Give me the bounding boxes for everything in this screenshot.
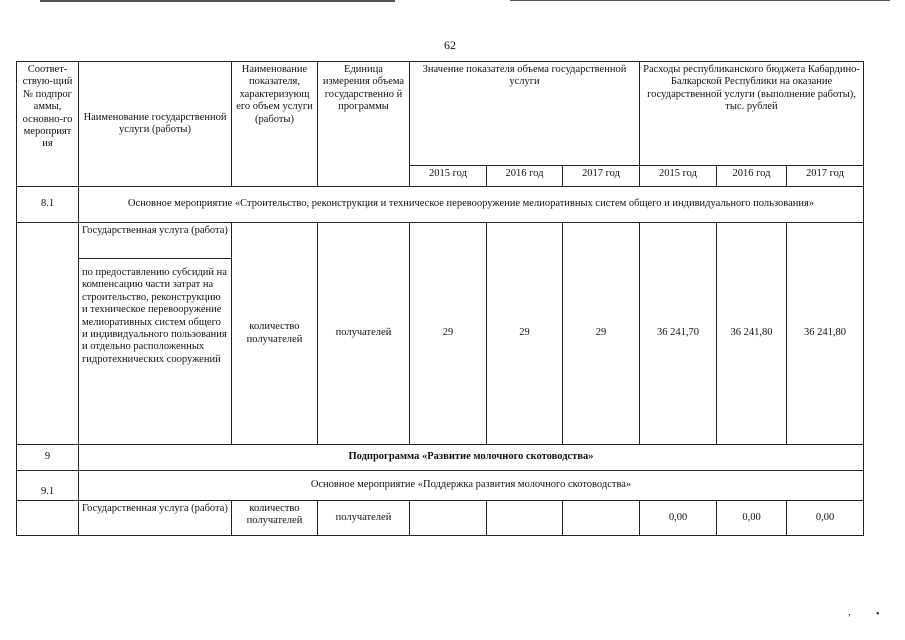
header-budget-year-2017: 2017 год bbox=[787, 166, 864, 187]
row-8-1-budget-2017: 36 241,80 bbox=[787, 223, 864, 445]
scan-speck: , bbox=[848, 607, 851, 618]
row-8-1-title: Основное мероприятие «Строительство, реконструкция и техническое перевооружение мелиоративных систем общего и индивидуального пользования» bbox=[79, 187, 864, 223]
row-9-1-budget-2016: 0,00 bbox=[717, 501, 787, 536]
row-8-1-volume-2017: 29 bbox=[563, 223, 640, 445]
row-9-1-service-name: Государственная услуга (работа) bbox=[79, 501, 232, 536]
row-8-1-budget-2016: 36 241,80 bbox=[717, 223, 787, 445]
row-9-1-title: Основное мероприятие «Поддержка развития молочного скотоводства» bbox=[79, 471, 864, 501]
top-rule-left bbox=[40, 0, 395, 2]
header-col-service-name: Наименование государственной услуги (работы) bbox=[79, 62, 232, 187]
header-volume-year-2015: 2015 год bbox=[410, 166, 487, 187]
row-8-1-number: 8.1 bbox=[17, 187, 79, 223]
row-9-1-budget-2017: 0,00 bbox=[787, 501, 864, 536]
top-rule-right bbox=[510, 0, 890, 1]
row-8-1-budget-2015: 36 241,70 bbox=[640, 223, 717, 445]
scan-speck: • bbox=[876, 609, 880, 620]
header-budget-group: Расходы республиканского бюджета Кабардино-Балкарской Республики на оказание государственной услуги (выполнение работы), тыс. рублей bbox=[640, 62, 864, 166]
row-9-1-unit: получателей bbox=[318, 501, 410, 536]
page-number: 62 bbox=[444, 38, 456, 52]
row-9-number: 9 bbox=[17, 445, 79, 471]
row-9-1-volume-2017 bbox=[563, 501, 640, 536]
row-8-1-service-number-cont bbox=[17, 259, 79, 445]
header-volume-group: Значение показателя объема государственной услуги bbox=[410, 62, 640, 166]
row-8-1-service-number bbox=[17, 223, 79, 259]
row-8-1-volume-2015: 29 bbox=[410, 223, 487, 445]
row-9-1-service-number bbox=[17, 501, 79, 536]
row-8-1-service-name-b: по предоставлению субсидий на компенсацию части затрат на строительство, реконструкцию и техническое перевооружение мелиоративных систем общего и индивидуального пользования и отдельно расположенных гидротехнических сооружений bbox=[79, 259, 232, 445]
row-9-1-budget-2015: 0,00 bbox=[640, 501, 717, 536]
header-budget-year-2016: 2016 год bbox=[717, 166, 787, 187]
header-volume-year-2016: 2016 год bbox=[487, 166, 563, 187]
row-9-1-number: 9.1 bbox=[17, 471, 79, 501]
row-9-title: Подпрограмма «Развитие молочного скотоводства» bbox=[79, 445, 864, 471]
header-col-indicator: Наименование показателя, характеризующ его объем услуги (работы) bbox=[232, 62, 318, 187]
header-volume-year-2017: 2017 год bbox=[563, 166, 640, 187]
row-9-1-volume-2015 bbox=[410, 501, 487, 536]
row-9-1-indicator: количество получателей bbox=[232, 501, 318, 536]
header-col-number: Соответ-ствую-щий № подпрог аммы, основно-го мероприят ия bbox=[17, 62, 79, 187]
row-8-1-indicator: количество получателей bbox=[232, 223, 318, 445]
row-8-1-volume-2016: 29 bbox=[487, 223, 563, 445]
row-8-1-unit: получателей bbox=[318, 223, 410, 445]
services-table bbox=[16, 61, 864, 536]
row-8-1-service-name-a: Государственная услуга (работа) bbox=[79, 223, 232, 259]
header-col-unit: Единица измерения объема государственно й программы bbox=[318, 62, 410, 187]
row-9-1-volume-2016 bbox=[487, 501, 563, 536]
header-budget-year-2015: 2015 год bbox=[640, 166, 717, 187]
